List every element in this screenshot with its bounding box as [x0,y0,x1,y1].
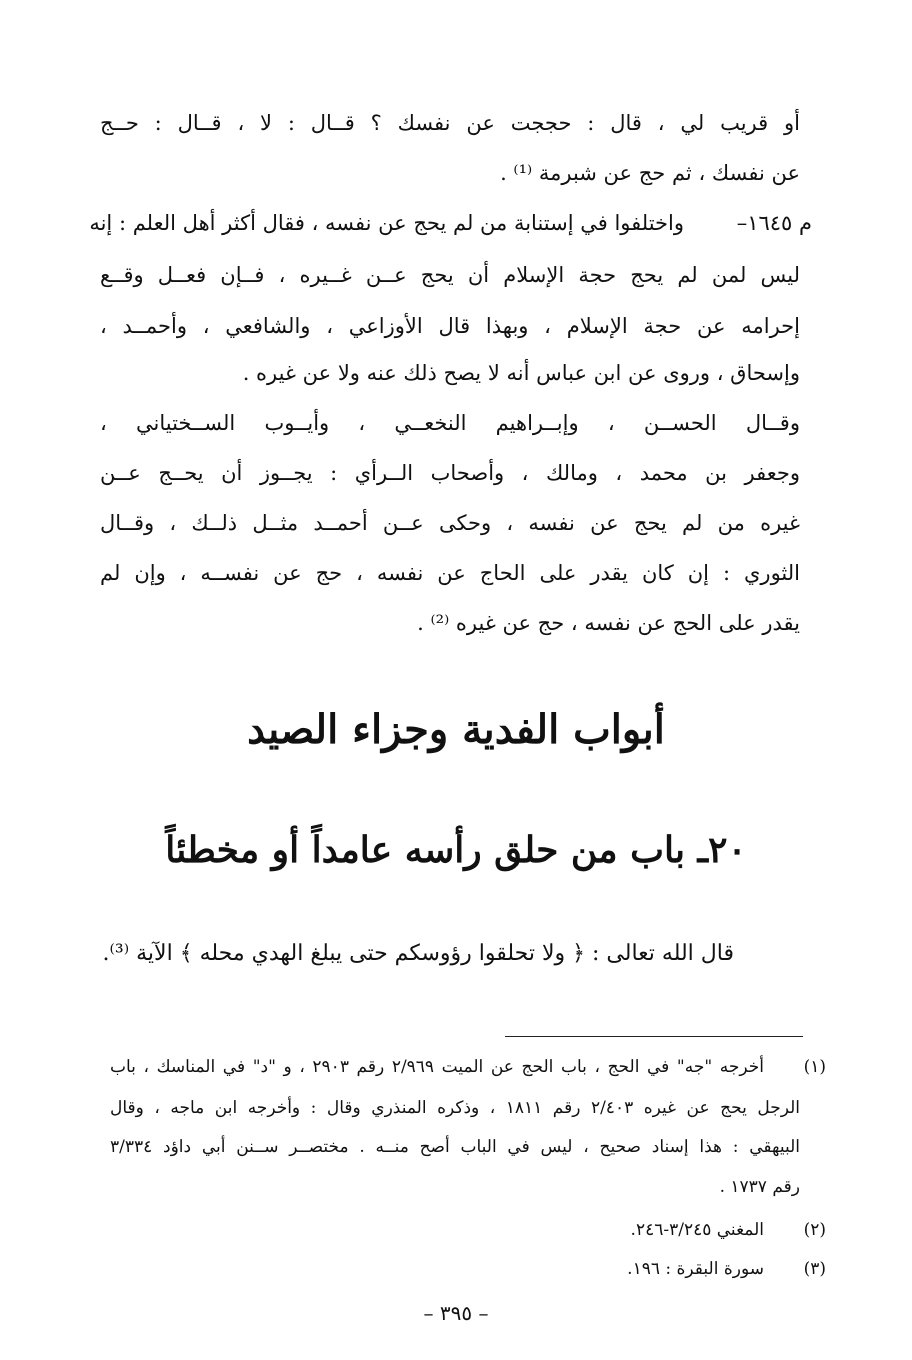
text-line: عن نفسك ، ثم حج عن شبرمة ⁽¹⁾ . [500,161,800,185]
section-heading: ٢٠ـ باب من حلق رأسه عامداً أو مخطئاً [165,829,747,871]
quran-verse: قال الله تعالى : ﴿ ولا تحلقوا رؤوسكم حتى يبلغ الهدي محله ﴾ الآية ⁽³⁾. [102,941,734,966]
footnote-line: سورة البقرة : ١٩٦. [627,1259,764,1279]
text-line: ليس لمن لم يحج حجة الإسلام أن يحج عــن غــيره ، فــإن فعــل وقــع [100,263,800,287]
text-line: وإسحاق ، وروى عن ابن عباس أنه لا يصح ذلك عنه ولا عن غيره . [242,361,800,385]
footnote-line: المغني ٣/٢٤٥-٢٤٦. [630,1220,764,1240]
text-line: أو قريب لي ، قال : حججت عن نفسك ؟ قــال : لا ، قــال : حــج [100,111,800,135]
text-line: وقــال الحســن ، وإبــراهيم النخعــي ، وأيــوب الســختياني ، [100,411,800,435]
chapter-heading: أبواب الفدية وجزاء الصيد [247,706,665,753]
page-number: – ٣٩٥ – [423,1301,489,1325]
footnote-number: (١) [803,1057,826,1077]
text-line: وجعفر بن محمد ، ومالك ، وأصحاب الــرأي : يجــوز أن يحــج عــن [100,461,800,485]
text-line: الثوري : إن كان يقدر على الحاج عن نفسه ، حج عن نفســه ، وإن لم [100,561,800,585]
footnote-line: أخرجه "جه" في الحج ، باب الحج عن الميت ٢/٩٦٩ رقم ٢٩٠٣ ، و "د" في المناسك ، باب [110,1057,765,1077]
text-line: يقدر على الحج عن نفسه ، حج عن غيره ⁽²⁾ . [417,611,800,635]
footnote-line: الرجل يحج عن غيره ٢/٤٠٣ رقم ١٨١١ ، وذكره المنذري وقال : وأخرجه ابن ماجه ، وقال [110,1098,800,1118]
footnote-number: (٢) [803,1220,826,1240]
text-line: غيره من لم يحج عن نفسه ، وحكى عــن أحمــد مثــل ذلــك ، وقــال [100,511,800,535]
text-line: واختلفوا في إستنابة من لم يحج عن نفسه ، فقال أكثر أهل العلم : إنه [89,211,684,235]
section-marker: م ١٦٤٥– [736,211,812,235]
footnote-separator [505,1036,803,1037]
footnote-number: (٣) [803,1259,826,1279]
footnote-line: رقم ١٧٣٧ . [719,1177,800,1197]
text-line: إحرامه عن حجة الإسلام ، وبهذا قال الأوزاعي ، والشافعي ، وأحمــد ، [100,314,800,338]
footnote-line: البيهقي : هذا إسناد صحيح ، ليس في الباب أصح منــه . مختصــر ســنن أبي داؤد ٣/٣٣٤ [110,1137,800,1157]
